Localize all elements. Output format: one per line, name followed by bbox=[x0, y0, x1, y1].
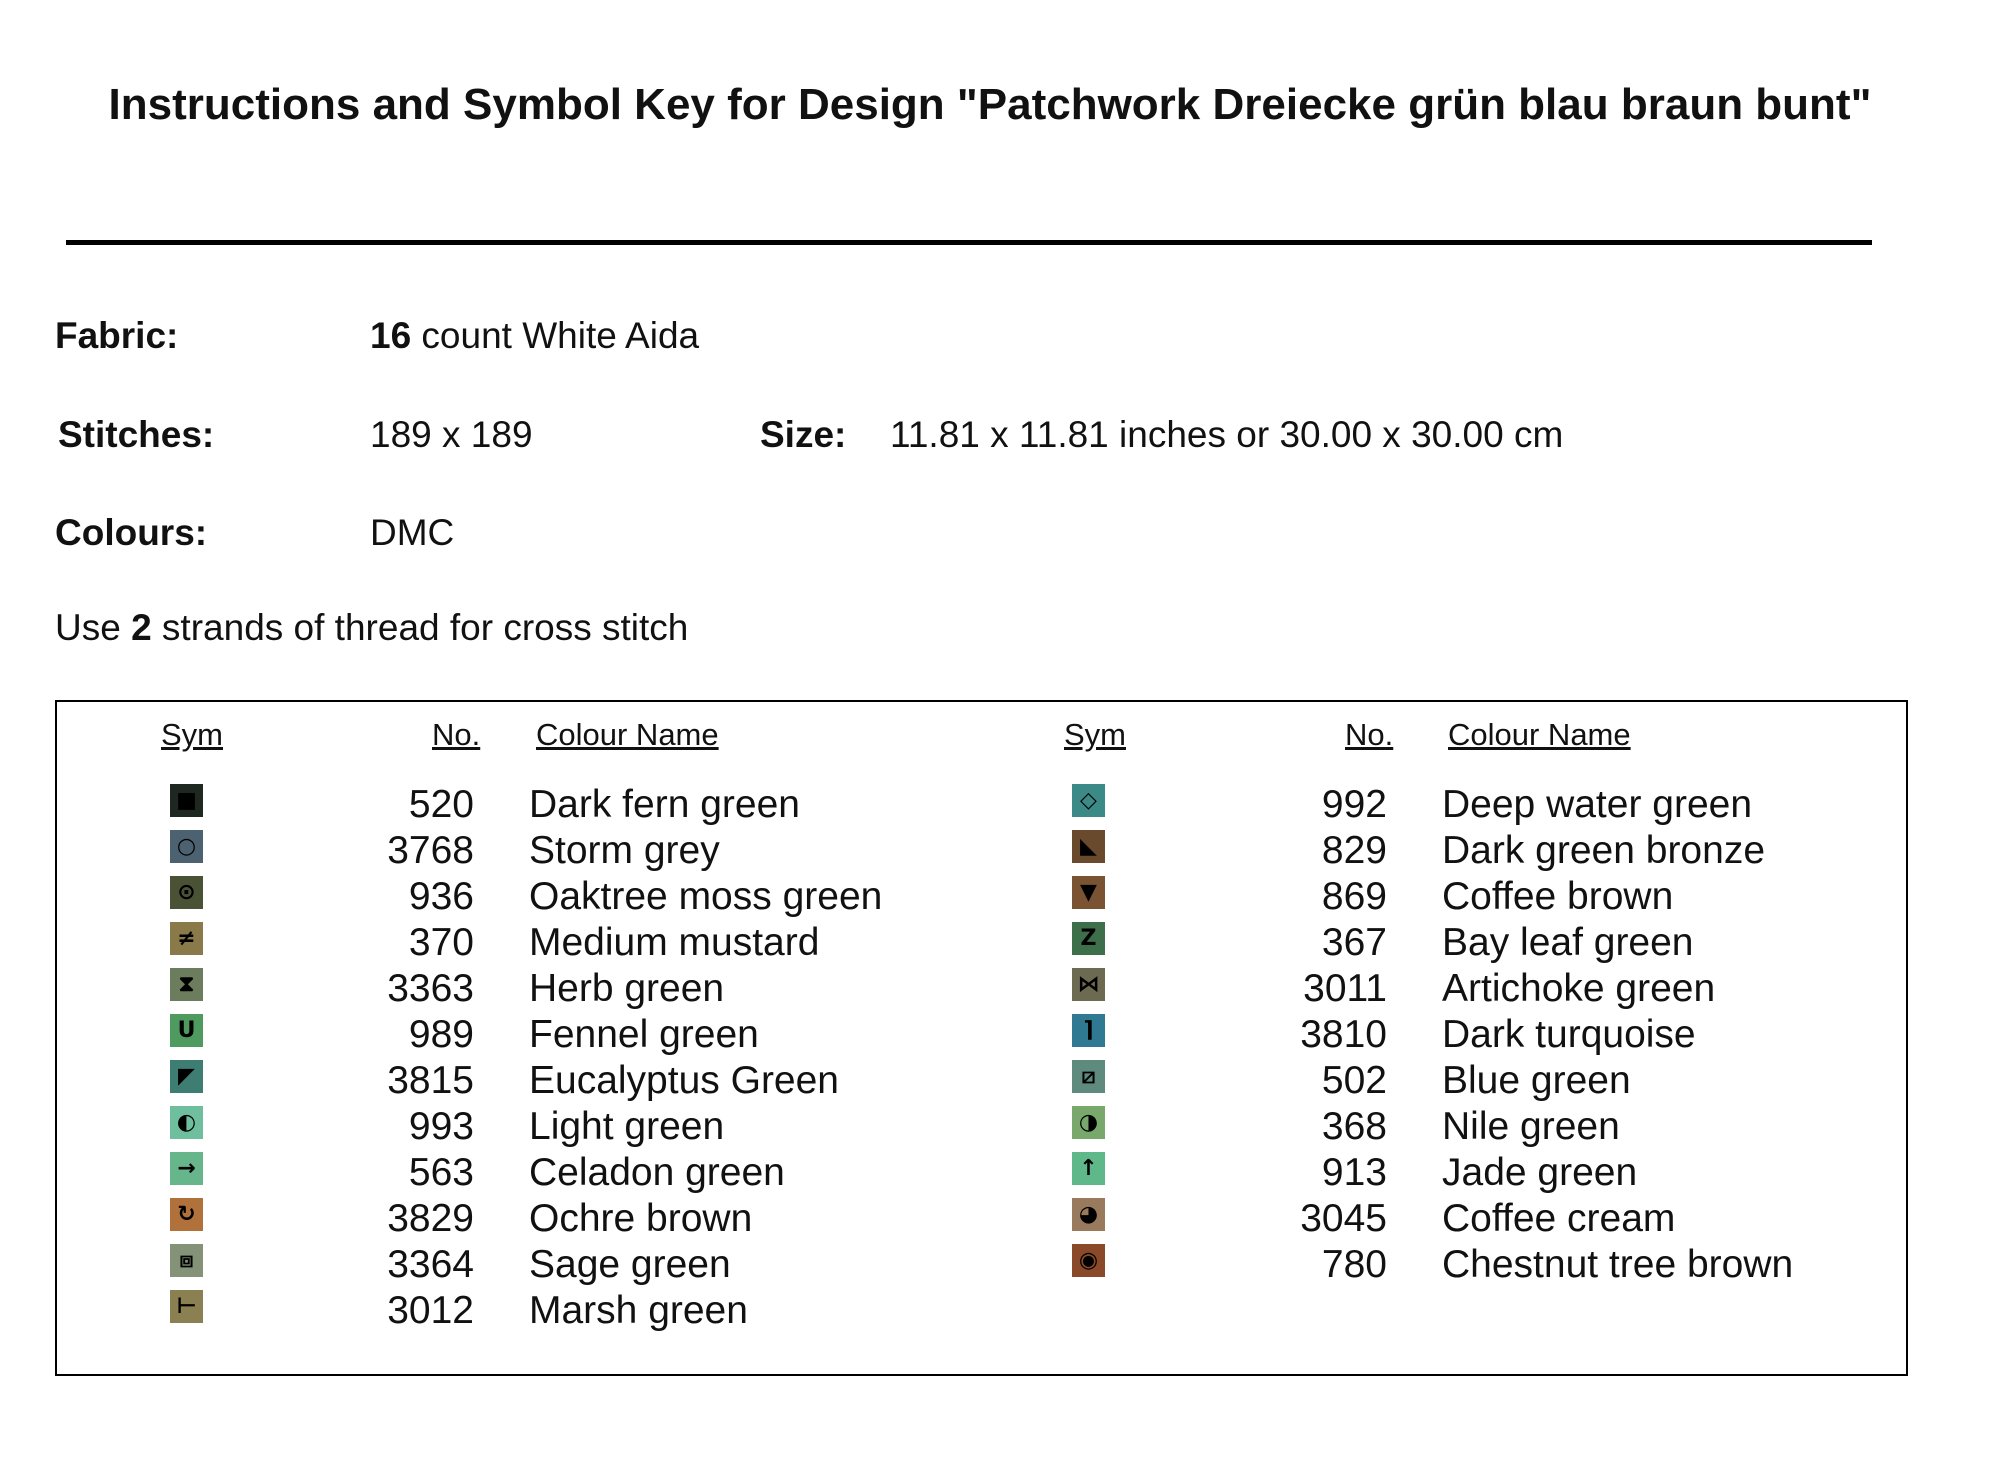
header-no-left: No. bbox=[432, 717, 481, 752]
colour-name: Artichoke green bbox=[1442, 967, 1716, 1010]
dmc-number: 780 bbox=[1321, 1243, 1387, 1286]
strands-count: 2 bbox=[131, 607, 152, 648]
dmc-number: 3011 bbox=[1303, 967, 1387, 1010]
symbol-key-table bbox=[55, 700, 1908, 1376]
colour-name: Celadon green bbox=[529, 1151, 785, 1194]
colour-name: Coffee brown bbox=[1442, 875, 1674, 918]
symbol-swatch-icon: ◕ bbox=[1072, 1198, 1105, 1231]
colour-name: Chestnut tree brown bbox=[1442, 1243, 1794, 1286]
colour-name: Medium mustard bbox=[529, 921, 820, 964]
symbol-swatch-icon: ◉ bbox=[1072, 1244, 1105, 1277]
symbol-swatch-icon: ⧗ bbox=[170, 968, 203, 1001]
colour-name: Dark fern green bbox=[529, 783, 800, 826]
dmc-number: 502 bbox=[1321, 1059, 1387, 1102]
symbol-swatch-icon: ⊢ bbox=[170, 1290, 203, 1323]
dmc-number: 3810 bbox=[1300, 1013, 1387, 1056]
symbol-swatch-icon: ◤ bbox=[170, 1060, 203, 1093]
colour-name: Fennel green bbox=[529, 1013, 759, 1056]
colour-name: Nile green bbox=[1442, 1105, 1620, 1148]
header-sym-left: Sym bbox=[161, 717, 223, 752]
colour-name: Storm grey bbox=[529, 829, 720, 872]
dmc-number: 520 bbox=[408, 783, 474, 826]
fabric-type: count White Aida bbox=[411, 315, 700, 356]
colour-name: Blue green bbox=[1442, 1059, 1631, 1102]
dmc-number: 829 bbox=[1321, 829, 1387, 872]
header-sym-right: Sym bbox=[1064, 717, 1126, 752]
symbol-swatch-icon: ○ bbox=[170, 830, 203, 863]
header-name-right: Colour Name bbox=[1448, 717, 1631, 752]
fabric-label: Fabric: bbox=[55, 315, 179, 356]
key-row bbox=[57, 1242, 1906, 1288]
colour-name: Oaktree moss green bbox=[529, 875, 883, 918]
symbol-swatch-icon: ⌉ bbox=[1072, 1014, 1105, 1047]
key-row bbox=[57, 1196, 1906, 1242]
colour-name: Bay leaf green bbox=[1442, 921, 1694, 964]
key-row bbox=[57, 828, 1906, 874]
symbol-swatch-icon: ■ bbox=[170, 784, 203, 817]
dmc-number: 936 bbox=[408, 875, 474, 918]
key-row bbox=[57, 1058, 1906, 1104]
colours-label: Colours: bbox=[55, 512, 208, 553]
symbol-swatch-icon: ◣ bbox=[1072, 830, 1105, 863]
dmc-number: 3012 bbox=[387, 1289, 474, 1332]
colours-value: DMC bbox=[370, 512, 455, 553]
symbol-swatch-icon: ↑ bbox=[1072, 1152, 1105, 1185]
dmc-number: 367 bbox=[1321, 921, 1387, 964]
symbol-swatch-icon: ⧈ bbox=[170, 1244, 203, 1277]
strands-instruction bbox=[55, 606, 688, 650]
key-row bbox=[57, 1150, 1906, 1196]
symbol-swatch-icon: ◑ bbox=[1072, 1106, 1105, 1139]
key-row bbox=[57, 1104, 1906, 1150]
symbol-swatch-icon: ⊙ bbox=[170, 876, 203, 909]
symbol-swatch-icon: → bbox=[170, 1152, 203, 1185]
dmc-number: 913 bbox=[1321, 1151, 1387, 1194]
colour-name: Jade green bbox=[1442, 1151, 1638, 1194]
dmc-number: 3829 bbox=[387, 1197, 474, 1240]
colour-name: Herb green bbox=[529, 967, 725, 1010]
colour-name: Deep water green bbox=[1442, 783, 1753, 826]
symbol-swatch-icon: ⋈ bbox=[1072, 968, 1105, 1001]
symbol-swatch-icon: ◐ bbox=[170, 1106, 203, 1139]
key-row bbox=[57, 1012, 1906, 1058]
stitches-value: 189 x 189 bbox=[370, 414, 533, 455]
colour-name: Dark turquoise bbox=[1442, 1013, 1696, 1056]
symbol-swatch-icon: ▼ bbox=[1072, 876, 1105, 909]
strands-post: strands of thread for cross stitch bbox=[151, 607, 689, 648]
colour-name: Coffee cream bbox=[1442, 1197, 1676, 1240]
dmc-number: 869 bbox=[1321, 875, 1387, 918]
fabric-value bbox=[370, 314, 699, 358]
header-no-right: No. bbox=[1345, 717, 1394, 752]
symbol-swatch-icon: ≠ bbox=[170, 922, 203, 955]
dmc-number: 3364 bbox=[387, 1243, 474, 1286]
key-row bbox=[57, 1288, 1906, 1334]
colour-name: Light green bbox=[529, 1105, 725, 1148]
page-title: Instructions and Symbol Key for Design "Patchwork Dreiecke grün blau braun bunt" bbox=[108, 80, 1872, 129]
colour-name: Marsh green bbox=[529, 1289, 748, 1332]
colour-name: Ochre brown bbox=[529, 1197, 753, 1240]
dmc-number: 3768 bbox=[387, 829, 474, 872]
symbol-swatch-icon: ↻ bbox=[170, 1198, 203, 1231]
stitches-label: Stitches: bbox=[58, 414, 215, 455]
dmc-number: 563 bbox=[408, 1151, 474, 1194]
key-row bbox=[57, 874, 1906, 920]
size-value: 11.81 x 11.81 inches or 30.00 x 30.00 cm bbox=[890, 414, 1564, 455]
colour-name: Dark green bronze bbox=[1442, 829, 1766, 872]
strands-pre: Use bbox=[55, 607, 132, 648]
key-row bbox=[57, 966, 1906, 1012]
title-divider bbox=[66, 240, 1872, 245]
dmc-number: 370 bbox=[408, 921, 474, 964]
dmc-number: 3815 bbox=[387, 1059, 474, 1102]
key-row bbox=[57, 782, 1906, 828]
dmc-number: 3045 bbox=[1300, 1197, 1387, 1240]
colour-name: Eucalyptus Green bbox=[529, 1059, 840, 1102]
dmc-number: 368 bbox=[1321, 1105, 1387, 1148]
key-row bbox=[57, 920, 1906, 966]
dmc-number: 989 bbox=[408, 1013, 474, 1056]
fabric-count: 16 bbox=[370, 315, 412, 356]
dmc-number: 3363 bbox=[387, 967, 474, 1010]
header-name-left: Colour Name bbox=[536, 717, 719, 752]
dmc-number: 993 bbox=[408, 1105, 474, 1148]
size-label: Size: bbox=[760, 414, 847, 455]
symbol-swatch-icon: Z bbox=[1072, 922, 1105, 955]
dmc-number: 992 bbox=[1321, 783, 1387, 826]
colour-name: Sage green bbox=[529, 1243, 731, 1286]
symbol-swatch-icon: ⧄ bbox=[1072, 1060, 1105, 1093]
symbol-swatch-icon: ◇ bbox=[1072, 784, 1105, 817]
symbol-swatch-icon: U bbox=[170, 1014, 203, 1047]
